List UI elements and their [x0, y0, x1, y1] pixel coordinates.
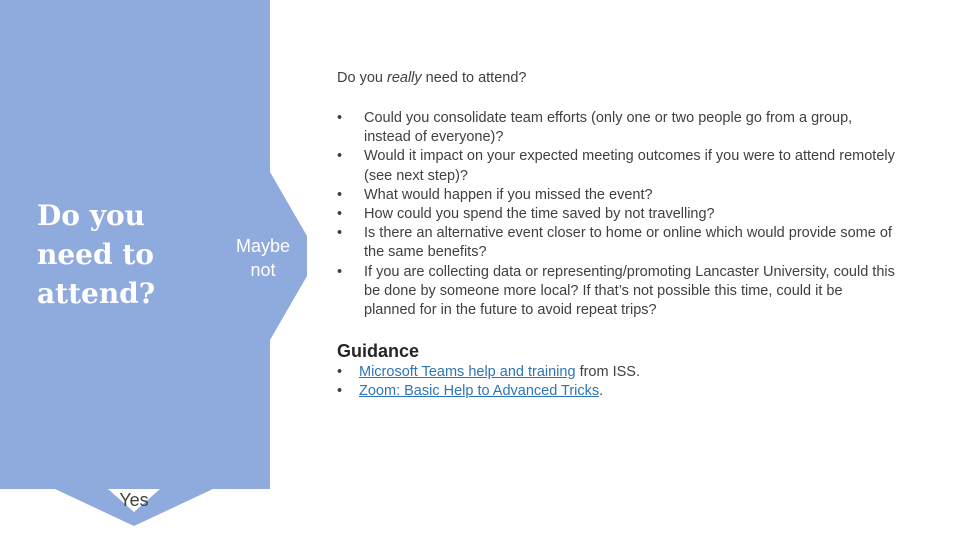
guidance-links [337, 363, 897, 401]
question-emphasis: really [386, 70, 422, 86]
list-item [337, 224, 897, 262]
zoom-help-link[interactable]: Zoom: Basic Help to Advanced Tricks [359, 383, 600, 400]
list-item [337, 363, 897, 382]
link-suffix: from ISS. [575, 364, 641, 380]
bullet-icon: • [337, 364, 343, 380]
list-item-text: Could you consolidate team efforts (only one or two people go from a group, instead of everyone)? [364, 110, 853, 146]
bullet-icon: • [337, 148, 343, 165]
bullet-icon: • [337, 206, 343, 223]
bullet-icon: • [337, 186, 343, 203]
link-suffix: . [599, 383, 604, 400]
bullet-icon: • [337, 110, 343, 126]
guidance-heading: Guidance [337, 341, 420, 361]
question-suffix: need to attend? [421, 70, 527, 86]
list-item [337, 186, 897, 205]
question-heading [337, 70, 526, 86]
bullet-icon: • [337, 383, 343, 400]
list-item [337, 147, 897, 185]
list-item-text: Is there an alternative event closer to home or online which would provide some of the same benefits? [364, 225, 892, 261]
bullet-icon: • [337, 263, 343, 280]
list-item-text: Would it impact on your expected meeting outcomes if you were to attend remotely (see next step)? [364, 148, 895, 184]
page-title: Do you need to attend? [37, 199, 156, 310]
list-item [337, 263, 897, 321]
list-item [337, 205, 897, 224]
list-item [337, 109, 897, 147]
list-item-text: What would happen if you missed the event? [364, 186, 653, 203]
consideration-list [337, 109, 897, 320]
teams-help-link[interactable]: Microsoft Teams help and training [359, 364, 576, 380]
yes-label: Yes [119, 490, 149, 510]
maybe-not-label: Maybe not [235, 236, 291, 280]
bullet-icon: • [337, 225, 343, 242]
list-item [337, 382, 897, 401]
question-prefix: Do you [337, 70, 387, 86]
list-item-text: If you are collecting data or representing/promoting Lancaster University, could this be done by someone more local? If that’s not possible this time, could it be planned for in the future to avoid repeat trips? [364, 263, 895, 319]
list-item-text: How could you spend the time saved by not travelling? [364, 206, 715, 223]
